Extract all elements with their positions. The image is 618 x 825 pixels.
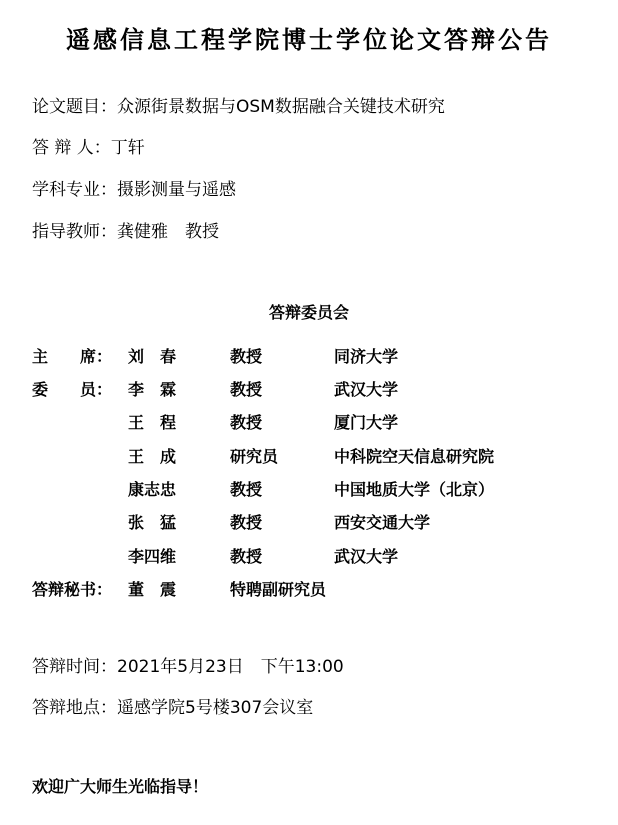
committee-name: 李 霖 [128, 380, 177, 399]
advisor: 指导教师：龚健雅 教授 [32, 222, 219, 242]
defender: 答 辩 人：丁轩 [32, 138, 145, 158]
defense-location: 答辩地点：遥感学院5号楼307会议室 [32, 698, 314, 718]
committee-institution: 中科院空天信息研究院 [334, 447, 495, 466]
page-title: 遥感信息工程学院博士学位论文答辩公告 [66, 25, 552, 54]
committee-title: 教授 [230, 347, 263, 366]
committee-name: 康志忠 [128, 480, 177, 499]
committee-name: 刘 春 [128, 347, 177, 366]
committee-role: 主 席： [32, 347, 113, 366]
committee-role: 答辩秘书： [32, 580, 113, 599]
defense-time: 答辩时间：2021年5月23日 下午13:00 [32, 657, 344, 677]
committee-institution: 同济大学 [334, 347, 399, 366]
committee-name: 王 成 [128, 447, 177, 466]
committee-institution: 厦门大学 [334, 413, 399, 432]
major: 学科专业：摄影测量与遥感 [32, 180, 236, 200]
committee-title: 教授 [230, 413, 263, 432]
closing-note: 欢迎广大师生光临指导！ [32, 777, 209, 796]
committee-name: 王 程 [128, 413, 177, 432]
committee-title: 教授 [230, 380, 263, 399]
committee-institution: 武汉大学 [334, 380, 399, 399]
committee-heading: 答辩委员会 [268, 303, 349, 322]
committee-name: 董 震 [128, 580, 177, 599]
committee-name: 李四维 [128, 547, 177, 566]
committee-name: 张 猛 [128, 513, 177, 532]
thesis-title: 论文题目：众源街景数据与OSM数据融合关键技术研究 [32, 97, 445, 117]
committee-title: 特聘副研究员 [230, 580, 327, 599]
committee-title: 教授 [230, 547, 263, 566]
committee-title: 教授 [230, 480, 263, 499]
committee-institution: 中国地质大学（北京） [334, 480, 495, 499]
committee-title: 研究员 [230, 447, 279, 466]
committee-institution: 西安交通大学 [334, 513, 431, 532]
committee-title: 教授 [230, 513, 263, 532]
committee-institution: 武汉大学 [334, 547, 399, 566]
committee-role: 委 员： [32, 380, 113, 399]
